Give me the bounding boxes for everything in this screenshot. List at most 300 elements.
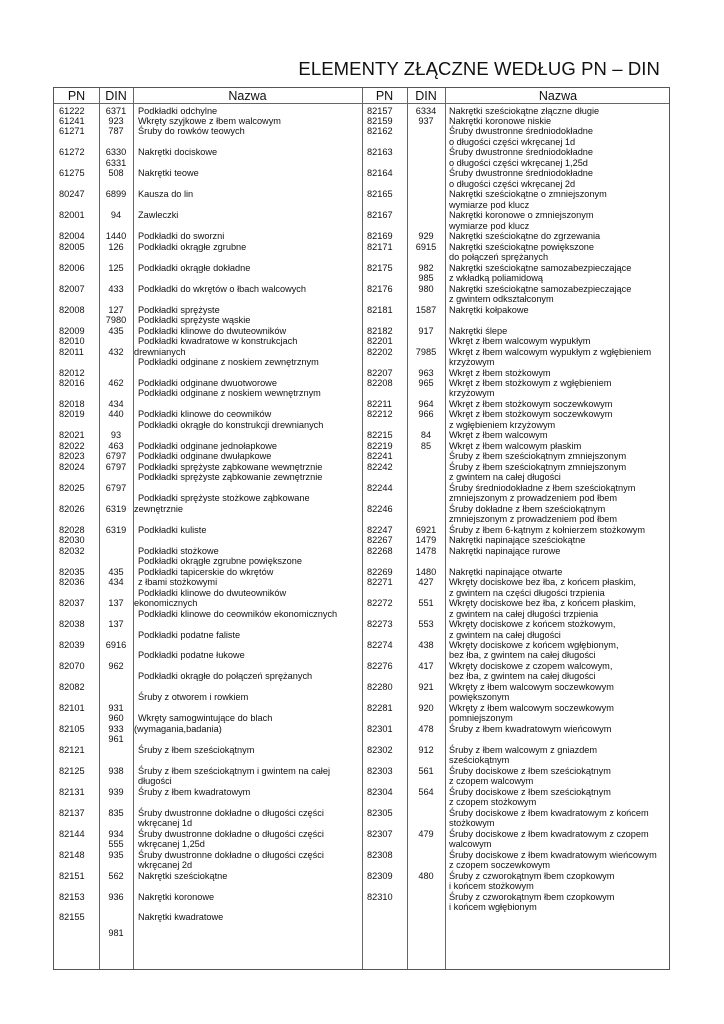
item-name: Śruby dwustronne dokładne o długości części: [138, 849, 324, 860]
pn-number: 82247: [367, 524, 393, 535]
pn-number: 82304: [367, 786, 393, 797]
din-number: 938: [108, 765, 124, 776]
pn-number: 82016: [59, 377, 85, 388]
item-name: bez łba, z gwintem na całej długości: [449, 671, 596, 682]
din-number: 508: [108, 168, 124, 179]
pn-number: 82028: [59, 524, 85, 535]
pn-number: 82082: [59, 681, 85, 692]
item-name: Podkładki odchylne: [138, 105, 218, 116]
pn-number: 82271: [367, 577, 393, 588]
pn-number: 82171: [367, 241, 393, 252]
item-name: Nakrętki ślepe: [449, 325, 508, 336]
pn-number: 82121: [59, 744, 85, 755]
pn-number: 82163: [367, 147, 393, 158]
pn-number: 82219: [367, 440, 393, 451]
item-name: Wkręty z łbem walcowym soczewkowym: [449, 681, 614, 692]
item-name: Podkładki odginane z noskiem wewnętrznym: [138, 388, 321, 399]
pn-number: 82155: [59, 912, 85, 923]
item-name: Podkładki okrągłe zgrubne: [138, 241, 247, 252]
item-name: Wkręt z łbem stożkowym soczewkowym: [449, 398, 613, 409]
pn-number: 82267: [367, 535, 393, 546]
din-number: 966: [418, 409, 434, 420]
item-name: Śruby dwustronne średniodokładne: [449, 168, 594, 179]
pn-number: 82242: [367, 461, 393, 472]
din-number: 962: [108, 660, 124, 671]
pn-number: 82241: [367, 451, 393, 462]
item-name: wkręcanej 1,25d: [138, 839, 205, 850]
item-name: drewnianych: [134, 346, 186, 357]
item-name: do połączeń sprężanych: [449, 252, 549, 263]
item-name: Wkręt z łbem stożkowym z wgłębieniem: [449, 377, 612, 388]
item-name: Nakrętki sześciokątne powiększone: [449, 241, 595, 252]
din-number: 6371: [105, 105, 127, 116]
din-number: 933: [108, 723, 124, 734]
item-name: wkręcanej 1d: [138, 818, 193, 829]
din-number: 417: [418, 660, 434, 671]
pn-number: 82207: [367, 367, 393, 378]
item-name: Podkładki tapicerskie do wkrętów: [138, 566, 274, 577]
item-name: Podkładki kuliste: [138, 524, 207, 535]
item-name: wymiarze pod klucz: [449, 220, 530, 231]
item-name: Wkręty dociskowe z czopem walcowym,: [449, 660, 613, 671]
pn-number: 61272: [59, 147, 85, 158]
pn-number: 61222: [59, 105, 85, 116]
item-name: Podkładki klinowe do dwuteowników: [138, 325, 287, 336]
din-number: 435: [108, 566, 124, 577]
pn-number: 82039: [59, 639, 85, 650]
item-name: krzyżowym: [449, 357, 495, 368]
din-number: 6797: [105, 451, 127, 462]
pn-number: 61271: [59, 126, 85, 137]
din-number: 6334: [415, 105, 437, 116]
item-name: Śruby dociskowe z łbem kwadratowym z końcem: [449, 807, 649, 818]
item-name: Śruby z czworokątnym łbem czopkowym: [449, 870, 615, 881]
pn-number: 82276: [367, 660, 393, 671]
item-name: Podkładki okrągłe zgrubne powiększone: [138, 556, 302, 567]
din-number: 985: [418, 273, 434, 284]
pn-number: 82025: [59, 482, 85, 493]
pn-number: 82310: [367, 891, 393, 902]
fasteners-table: [53, 87, 670, 970]
item-name: sześciokątnym: [449, 755, 510, 766]
item-name: Nakrętki koronowe niskie: [449, 115, 552, 126]
pn-number: 82153: [59, 891, 85, 902]
item-name: Zawleczki: [138, 210, 179, 221]
pn-number: 82021: [59, 430, 85, 441]
item-name: wkręcanej 2d: [138, 860, 193, 871]
item-name: (wymagania,badania): [134, 723, 222, 734]
item-name: Wkręt z łbem walcowym: [449, 430, 548, 441]
pn-number: 82009: [59, 325, 85, 336]
item-name: i końcem stożkowym: [449, 881, 534, 892]
item-name: wymiarze pod klucz: [449, 199, 530, 210]
item-name: Podkładki klinowe do ceowników ekonomicznych: [138, 608, 338, 619]
item-name: Podkładki odginane jednołapkowe: [138, 440, 277, 451]
item-name: Podkładki odginane dwułapkowe: [138, 451, 272, 462]
pn-number: 82018: [59, 398, 85, 409]
item-name: Podkładki odginane z noskiem zewnętrznym: [138, 357, 319, 368]
din-number: 7985: [415, 346, 437, 357]
item-name: z wkładką poliamidową: [449, 273, 543, 284]
pn-number: 82169: [367, 231, 393, 242]
column-divider-center: [362, 88, 363, 969]
din-number: 935: [108, 849, 124, 860]
pn-number: 82007: [59, 283, 85, 294]
din-number: 912: [418, 744, 434, 755]
item-name: Wkręty szyjkowe z łbem walcowym: [138, 115, 281, 126]
din-number: 961: [108, 734, 124, 745]
din-number: 127: [108, 304, 124, 315]
pn-number: 82305: [367, 807, 393, 818]
header-divider: [54, 103, 669, 104]
din-number: 965: [418, 377, 434, 388]
pn-number: 61275: [59, 168, 85, 179]
pn-number: 82273: [367, 619, 393, 630]
header-pn-right: PN: [375, 89, 394, 103]
item-name: Nakrętki kwadratowe: [138, 912, 224, 923]
pn-number: 82281: [367, 702, 393, 713]
pn-number: 82182: [367, 325, 393, 336]
pn-number: 82105: [59, 723, 85, 734]
item-name: Wkręty dociskowe bez łba, z końcem płaskim,: [449, 598, 636, 609]
item-name: Podkładki podatne faliste: [138, 629, 241, 640]
item-name: Śruby do rowków teowych: [138, 126, 245, 137]
din-number: 6330: [105, 147, 127, 158]
item-name: bez łba, z gwintem na całej długości: [449, 650, 596, 661]
pn-number: 82246: [367, 503, 393, 514]
item-name: Nakrętki sześciokątne złączne długie: [449, 105, 600, 116]
item-name: Śruby z otworem i rowkiem: [138, 692, 249, 703]
din-number: 960: [108, 713, 124, 724]
item-name: stożkowym: [449, 818, 495, 829]
din-number: 479: [418, 828, 434, 839]
din-number: 937: [418, 115, 434, 126]
din-number: 434: [108, 398, 124, 409]
pn-number: 82307: [367, 828, 393, 839]
item-name: i końcem wgłębionym: [449, 901, 537, 912]
din-number: 835: [108, 807, 124, 818]
din-number: 929: [418, 231, 434, 242]
din-number: 1587: [415, 304, 437, 315]
header-name-right: Nazwa: [538, 89, 578, 103]
item-name: Nakrętki napinające otwarte: [449, 566, 563, 577]
din-number: 561: [418, 765, 434, 776]
din-number: 478: [418, 723, 434, 734]
pn-number: 82032: [59, 545, 85, 556]
item-name: ekonomicznych: [134, 598, 198, 609]
item-name: Wkręty samogwintujące do blach: [138, 713, 273, 724]
pn-number: 82008: [59, 304, 85, 315]
pn-number: 82167: [367, 210, 393, 221]
header-din-right: DIN: [415, 89, 437, 103]
din-number: 480: [418, 870, 434, 881]
item-name: powiększonym: [449, 692, 510, 703]
pn-number: 82211: [367, 398, 392, 409]
item-name: Śruby średniodokładne z łbem sześciokątnym: [449, 482, 636, 493]
din-number: 126: [108, 241, 124, 252]
din-number: 6319: [105, 503, 127, 514]
pn-number: 82012: [59, 367, 85, 378]
item-name: Nakrętki dociskowe: [138, 147, 218, 158]
item-name: Podkładki do wkrętów o łbach walcowych: [138, 283, 307, 294]
item-name: Nakrętki teowe: [138, 168, 199, 179]
din-number: 923: [108, 115, 124, 126]
pn-number: 80247: [59, 189, 85, 200]
pn-number: 82019: [59, 409, 85, 420]
pn-number: 82024: [59, 461, 85, 472]
pn-number: 82001: [59, 210, 85, 221]
pn-number: 82005: [59, 241, 85, 252]
pn-number: 82268: [367, 545, 393, 556]
din-number: 6319: [105, 524, 127, 535]
item-name: Nakrętki koronowe o zmniejszonym: [449, 210, 594, 221]
item-name: Podkładki klinowe do ceowników: [138, 409, 272, 420]
din-number: 931: [108, 702, 124, 713]
item-name: Podkładki okrągłe do połączeń sprężanych: [138, 671, 313, 682]
pn-number: 82244: [367, 482, 393, 493]
item-name: Śruby dociskowe z łbem sześciokątnym: [449, 786, 611, 797]
pn-number: 82157: [367, 105, 393, 116]
item-name: z czopem stożkowym: [449, 797, 537, 808]
item-name: z gwintem na całej długości: [449, 629, 561, 640]
item-name: Nakrętki kołpakowe: [449, 304, 529, 315]
din-number: 137: [108, 598, 124, 609]
din-number: 1440: [105, 231, 127, 242]
din-number: 980: [418, 283, 434, 294]
item-name: długości: [138, 776, 172, 787]
item-name: z czopem soczewkowym: [449, 860, 551, 871]
pn-number: 82269: [367, 566, 393, 577]
din-number: 6797: [105, 482, 127, 493]
din-number: 920: [418, 702, 434, 713]
pn-number: 82006: [59, 262, 85, 273]
item-name: Wkręty dociskowe z końcem stożkowym,: [449, 619, 616, 630]
item-name: Śruby dokładne z łbem sześciokątnym: [449, 503, 606, 514]
item-name: Śruby z łbem walcowym z gniazdem: [449, 744, 598, 755]
din-number: 1480: [415, 566, 437, 577]
pn-number: 82301: [367, 723, 393, 734]
item-name: z gwintem na całej długości: [449, 472, 561, 483]
pn-number: 82176: [367, 283, 393, 294]
column-divider: [133, 88, 134, 969]
din-number: 562: [108, 870, 124, 881]
item-name: Nakrętki sześciokątne: [138, 870, 228, 881]
item-name: Wkręt z łbem walcowym wypukłym: [449, 336, 591, 347]
item-name: Nakrętki napinające rurowe: [449, 545, 561, 556]
item-name: Śruby z łbem 6-kątnym z kołnierzem stożkowym: [449, 524, 646, 535]
pn-number: 82212: [367, 409, 393, 420]
item-name: Śruby dwustronne średniodokładne: [449, 126, 594, 137]
pn-number: 82004: [59, 231, 85, 242]
din-number: 787: [108, 126, 124, 137]
item-name: zmniejszonym z prowadzeniem pod łbem: [449, 493, 617, 504]
item-name: walcowym: [449, 839, 492, 850]
item-name: Nakrętki napinające sześciokątne: [449, 535, 586, 546]
item-name: o długości części wkręcanej 1d: [449, 136, 576, 147]
item-name: z wgłębieniem krzyżowym: [449, 419, 556, 430]
din-number: 7980: [105, 315, 127, 326]
din-number: 85: [420, 440, 432, 451]
pn-number: 82038: [59, 619, 85, 630]
item-name: Śruby z łbem sześciokątnym: [138, 744, 255, 755]
item-name: Wkręty dociskowe bez łba, z końcem płaskim,: [449, 577, 636, 588]
pn-number: 82274: [367, 639, 393, 650]
item-name: Śruby z łbem sześciokątnym i gwintem na całej: [138, 765, 330, 776]
pn-number: 82215: [367, 430, 393, 441]
pn-number: 82175: [367, 262, 393, 273]
pn-number: 82070: [59, 660, 85, 671]
din-number: 551: [418, 598, 434, 609]
din-number: 553: [418, 619, 434, 630]
item-name: Podkładki stożkowe: [138, 545, 219, 556]
din-number: 1479: [415, 535, 437, 546]
item-name: Wkręt z łbem walcowym wypukłym z wgłębieniem: [449, 346, 652, 357]
item-name: Podkładki klinowe do dwuteowników: [138, 587, 287, 598]
pn-number: 82131: [59, 786, 85, 797]
item-name: Śruby dociskowe z łbem sześciokątnym: [449, 765, 611, 776]
din-number: 435: [108, 325, 124, 336]
item-name: z czopem walcowym: [449, 776, 534, 787]
din-number: 438: [418, 639, 434, 650]
item-name: Nakrętki sześciokątne do zgrzewania: [449, 231, 601, 242]
item-name: z gwintem odkształconym: [449, 294, 554, 305]
item-name: Nakrętki sześciokątne o zmniejszonym: [449, 189, 607, 200]
din-number: 84: [420, 430, 432, 441]
item-name: zewnętrznie: [134, 503, 184, 514]
pn-number: 82162: [367, 126, 393, 137]
din-number: 427: [418, 577, 434, 588]
din-number: 463: [108, 440, 124, 451]
pn-number: 82010: [59, 336, 85, 347]
din-number: 936: [108, 891, 124, 902]
item-name: Podkładki okrągłe dokładne: [138, 262, 251, 273]
pn-number: 82101: [59, 702, 85, 713]
pn-number: 82144: [59, 828, 85, 839]
pn-number: 82125: [59, 765, 85, 776]
item-name: o długości części wkręcanej 2d: [449, 178, 576, 189]
pn-number: 82202: [367, 346, 393, 357]
din-number: 434: [108, 577, 124, 588]
column-divider: [445, 88, 446, 969]
item-name: o długości części wkręcanej 1,25d: [449, 157, 588, 168]
item-name: Wkręt z łbem stożkowym soczewkowym: [449, 409, 613, 420]
din-number: 6797: [105, 461, 127, 472]
item-name: Podkładki kwadratowe w konstrukcjach: [138, 336, 298, 347]
pn-number: 82148: [59, 849, 85, 860]
item-name: Kausza do lin: [138, 189, 194, 200]
din-number: 921: [418, 681, 434, 692]
din-number: 964: [418, 398, 434, 409]
item-name: z gwintem na całej długości trzpienia: [449, 608, 599, 619]
din-number: 94: [110, 210, 122, 221]
header-name-left: Nazwa: [228, 89, 267, 103]
header-pn-left: PN: [67, 89, 86, 103]
pn-number: 82165: [367, 189, 393, 200]
din-number: 917: [418, 325, 434, 336]
pn-number: 82030: [59, 535, 85, 546]
din-number: 963: [418, 367, 434, 378]
din-number: 440: [108, 409, 124, 420]
item-name: Śruby z łbem kwadratowym: [138, 786, 251, 797]
item-name: Śruby z czworokątnym łbem czopkowym: [449, 891, 615, 902]
pn-number: 82181: [367, 304, 393, 315]
din-number: 125: [108, 262, 124, 273]
pn-number: 82309: [367, 870, 393, 881]
din-number: 564: [418, 786, 434, 797]
pn-number: 82137: [59, 807, 85, 818]
pn-number: 82201: [367, 336, 393, 347]
item-name: Podkładki sprężyste stożkowe ząbkowane: [138, 493, 310, 504]
din-number: 981: [108, 928, 124, 939]
pn-number: 82208: [367, 377, 393, 388]
pn-number: 82303: [367, 765, 393, 776]
pn-number: 82022: [59, 440, 85, 451]
pn-number: 82302: [367, 744, 393, 755]
item-name: krzyżowym: [449, 388, 495, 399]
din-number: 6331: [105, 157, 127, 168]
item-name: Śruby z łbem sześciokątnym zmniejszonym: [449, 461, 627, 472]
item-name: z gwintem na części długości trzpienia: [449, 587, 605, 598]
pn-number: 82037: [59, 598, 85, 609]
page-title: ELEMENTY ZŁĄCZNE WEDŁUG PN – DIN: [298, 58, 660, 79]
din-number: 939: [108, 786, 124, 797]
header-din-left: DIN: [105, 89, 127, 103]
item-name: Nakrętki sześciokątne samozabezpieczające: [449, 283, 632, 294]
item-name: Wkręty z łbem walcowym soczewkowym: [449, 702, 614, 713]
pn-number: 82026: [59, 503, 85, 514]
item-name: pomniejszonym: [449, 713, 513, 724]
pn-number: 82308: [367, 849, 393, 860]
pn-number: 82151: [59, 870, 85, 881]
item-name: Podkładki okrągłe do konstrukcji drewnianych: [138, 419, 324, 430]
item-name: Podkładki sprężyste: [138, 304, 220, 315]
item-name: Nakrętki koronowe: [138, 891, 215, 902]
din-number: 982: [418, 262, 434, 273]
pn-number: 82164: [367, 168, 393, 179]
item-name: Wkręt z łbem walcowym płaskim: [449, 440, 582, 451]
pn-number: 61241: [59, 115, 85, 126]
item-name: Śruby z łbem sześciokątnym zmniejszonym: [449, 451, 627, 462]
pn-number: 82280: [367, 681, 393, 692]
item-name: Śruby dwustronne dokładne o długości części: [138, 807, 324, 818]
item-name: Wkręty dociskowe z końcem wgłębionym,: [449, 639, 619, 650]
item-name: Podkładki sprężyste wąskie: [138, 315, 251, 326]
item-name: Podkładki podatne łukowe: [138, 650, 245, 661]
item-name: zmniejszonym z prowadzeniem pod łbem: [449, 514, 617, 525]
item-name: Śruby dociskowe z łbem kwadratowym wieńcowym: [449, 849, 657, 860]
din-number: 6915: [415, 241, 437, 252]
din-number: 6916: [105, 639, 127, 650]
item-name: z łbami stożkowymi: [138, 577, 218, 588]
item-name: Podkładki odginane dwuotworowe: [138, 377, 277, 388]
pn-number: 82023: [59, 451, 85, 462]
item-name: Nakrętki sześciokątne samozabezpieczające: [449, 262, 632, 273]
item-name: Wkręt z łbem stożkowym: [449, 367, 551, 378]
item-name: Podkładki do sworzni: [138, 231, 225, 242]
din-number: 137: [108, 619, 124, 630]
item-name: Podkładki sprężyste ząbkowane wewnętrznie: [138, 461, 323, 472]
pn-number: 82036: [59, 577, 85, 588]
din-number: 6921: [415, 524, 437, 535]
item-name: Śruby dwustronne średniodokładne: [449, 147, 594, 158]
pn-number: 82159: [367, 115, 393, 126]
din-number: 432: [108, 346, 124, 357]
item-name: Śruby dwustronne dokładne o długości części: [138, 828, 324, 839]
din-number: 934: [108, 828, 124, 839]
pn-number: 82035: [59, 566, 85, 577]
din-number: 1478: [415, 545, 437, 556]
item-name: Podkładki sprężyste ząbkowanie zewnętrznie: [138, 472, 323, 483]
